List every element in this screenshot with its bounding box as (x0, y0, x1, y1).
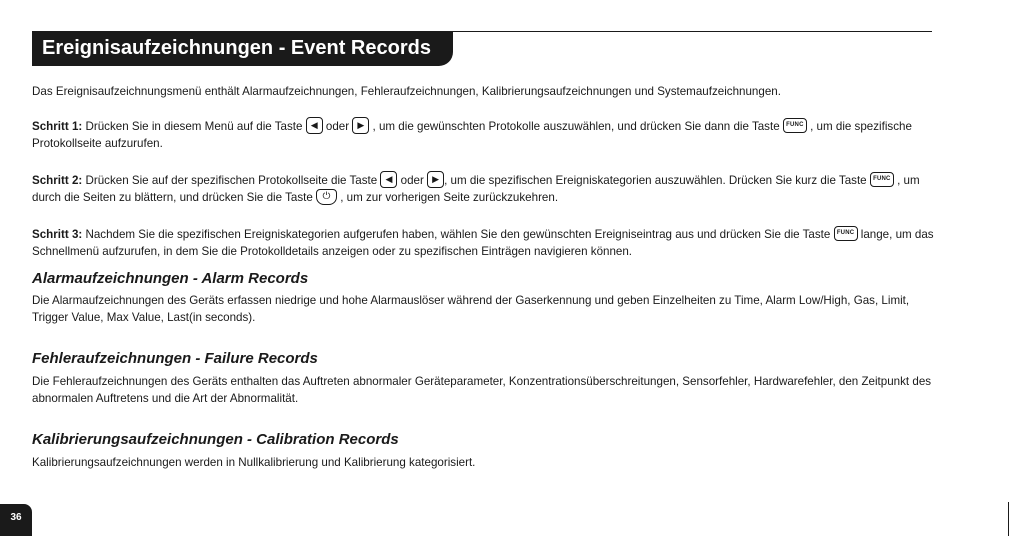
step-2-text: oder (397, 174, 428, 187)
alarm-records-heading: Alarmaufzeichnungen - Alarm Records (32, 270, 309, 287)
step-1-text: , um die spezifische Protokollseite aufzurufen. (32, 120, 912, 151)
step-3-text: Nachdem Sie die spezifischen Ereigniskategorien aufgerufen haben, wählen Sie den gewünschten Ereigniseintrag aus und drücken Sie die Taste (82, 228, 834, 241)
section-title: Ereignisaufzeichnungen - Event Records (32, 31, 453, 66)
step-3-text: lange, um das Schnellmenü aufzurufen, in dem Sie die Protokolldetails anzeigen oder zu spezifischen Einträgen navigieren können. (32, 228, 934, 258)
step-3-label: Schritt 3: (32, 228, 83, 241)
step-2-text: , um die spezifischen Ereigniskategorien auszuwählen. Drücken Sie kurz die Taste (444, 174, 870, 187)
step-1-label: Schritt 1: (32, 120, 83, 133)
func-key-icon: FUNC (783, 118, 807, 133)
step-3-paragraph (32, 226, 938, 260)
right-key-icon: ▶ (427, 171, 444, 188)
failure-records-paragraph: Die Fehleraufzeichnungen des Geräts enthalten das Auftreten abnormaler Geräteparameter, Konzentrationsüberschreitungen, Sensorfehler, Hardwarefehler, den Zeitpunkt des abnormalen Auftretens und die Art der Abnormalität. (32, 375, 932, 405)
step-1-text: Drücken Sie in diesem Menü auf die Taste (82, 120, 306, 133)
left-key-icon: ◀ (306, 117, 323, 134)
step-2-text: , um zur vorherigen Seite zurückzukehren. (337, 191, 559, 205)
step-2-paragraph (32, 172, 938, 206)
step-2-text: Drücken Sie auf der spezifischen Protokollseite die Taste (82, 174, 381, 187)
calibration-records-heading: Kalibrierungsaufzeichnungen - Calibration Records (32, 431, 399, 448)
left-key-icon: ◀ (380, 171, 397, 188)
step-2-label: Schritt 2: (32, 174, 83, 187)
right-key-icon: ▶ (352, 117, 369, 134)
calibration-records-paragraph: Kalibrierungsaufzeichnungen werden in Nullkalibrierung und Kalibrierung kategorisiert. (32, 456, 476, 469)
func-key-icon: FUNC (834, 226, 858, 241)
step-1-text: , um die gewünschten Protokolle auszuwählen, und drücken Sie dann die Taste (369, 120, 783, 133)
power-key-icon: ⏻ (316, 189, 337, 205)
step-1-text: oder (322, 120, 353, 133)
func-key-icon: FUNC (870, 172, 894, 187)
alarm-records-paragraph: Die Alarmaufzeichnungen des Geräts erfassen niedrige und hohe Alarmauslöser während der Gaserkennung und geben Einzelheiten zu Time, Alarm Low/High, Gas, Limit, Trigger Value, Max Value, Last(in seconds). (32, 294, 910, 324)
failure-records-heading: Fehleraufzeichnungen - Failure Records (32, 350, 318, 367)
step-1-paragraph (32, 118, 932, 152)
intro-paragraph: Das Ereignisaufzeichnungsmenü enthält Alarmaufzeichnungen, Fehleraufzeichnungen, Kalibrierungsaufzeichnungen und Systemaufzeichnungen. (32, 85, 781, 98)
page-number: 36 (0, 504, 32, 536)
step-2-text: , um durch die Seiten zu blättern, und drücken Sie die Taste (32, 174, 920, 205)
